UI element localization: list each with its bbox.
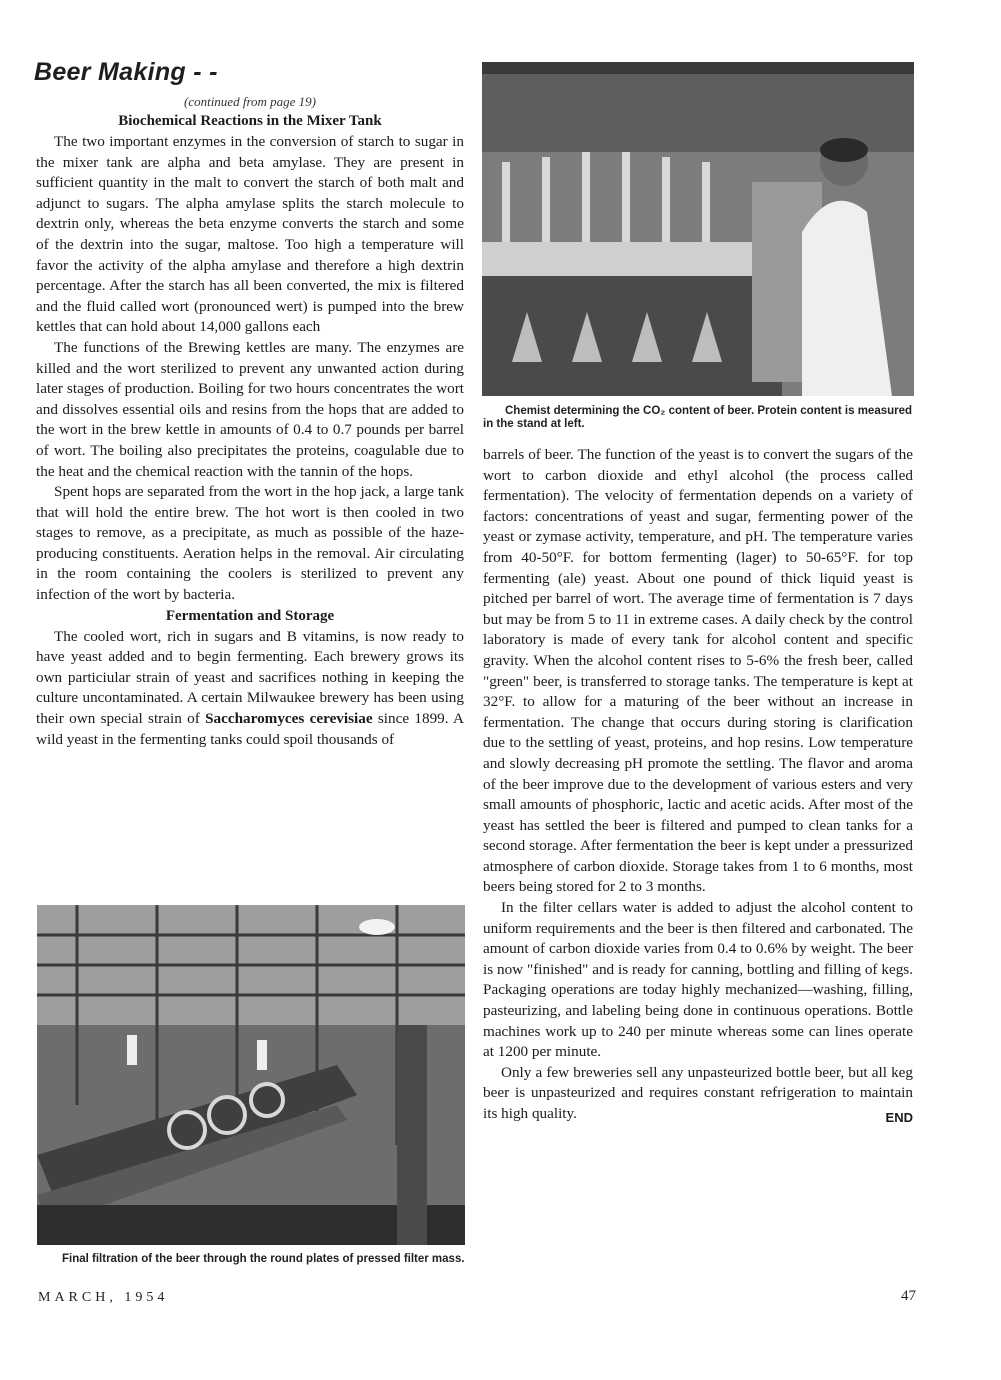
left-column (36, 111, 464, 750)
issue-date: MARCH, 1954 (38, 1290, 169, 1305)
photo-caption-bottom: Final filtration of the beer through the round plates of pressed filter mass. (62, 1253, 465, 1265)
section-heading-fermentation: Fermentation and Storage (165, 607, 335, 624)
paragraph: The two important enzymes in the conversion of starch to sugar in the mixer tank are alpha and beta amylase. They are present in sufficient quantity in the malt to convert the starch of both malt and adjunct to sugars. The alpha amylase splits the starch molecule to dextrin only, whereas the beta enzyme converts the starch and some of the dextrin into the sugar, maltose. Too high a temperature will favor the activity of the alpha amylase and therefore a high dextrin percentage. After the starch has all been converted, the mix is filtered and the fluid called wort (pronounced wert) is pumped into the brew kettles that can hold about 14,000 gallons each (36, 133, 464, 336)
paragraph (36, 627, 464, 751)
page-number: 47 (901, 1288, 916, 1304)
paragraph: Spent hops are separated from the wort in the hop jack, a large tank that will hold the entire brew. The hot wort is then cooled in two stages to remove, as a precipitate, as much as possible of the haze-producing constituents. Aeration helps in the removal. Air circulating in the room containing the coolers is sterilized to prevent any infection of the wort by bacteria. (36, 483, 464, 604)
continued-note: (continued from page 19) (183, 94, 317, 109)
paragraph: barrels of beer. The function of the yeast is to convert the sugars of the wort to carbon dioxide and ethyl alcohol (the process called fermentation). The velocity of fermentation depends on a variety of factors: concentrations of yeast and sugar, fermenting power of the yeast or zymase activity, temperature, and pH. The temperature varies from 40-50°F. for bottom fermenting (lager) to 50-65°F. for top fermenting (ale) yeast. About one pound of thick liquid yeast is pitched per barrel of wort. The average time of fermentation is 7 days but may be from 5 to 11 in extreme cases. A daily check by the control laboratory is made of every tank for alcohol content and specific gravity. When the alcohol content rises to 5-6% the fresh beer, called "green" beer, is transferred to storage tanks. The temperature is kept at 32°F. to allow for a maturing of the beer without an increase in fermentation. The change that occurs during storing is clarification due to the settling of yeast, proteins, and hop resins. Low temperature and slowly decreasing pH promote the settling. The flavor and aroma of the beer improve due to the development of various esters and very small amounts of phosphoric, lactic and acetic acids. After most of the yeast has settled the beer is filtered and pumped to clean tanks for a second storage. After fermentation the beer is kept under a pressurized atmosphere of carbon dioxide. Storage takes from 1 to 6 months, most beers being stored for 2 to 3 months. (483, 446, 913, 896)
species-name: Saccharomyces cerevisiae (205, 710, 373, 728)
right-column (483, 445, 913, 1129)
photo-chemist-lab (482, 62, 914, 396)
end-mark: END (885, 1110, 913, 1125)
paragraph (483, 1063, 913, 1125)
photo-filtration-room (37, 905, 465, 1245)
article-title: Beer Making - - (34, 58, 218, 86)
text-run: since 1899. A wild yeast in the fermenting tanks could spoil thousands of (36, 710, 465, 748)
paragraph: In the filter cellars water is added to adjust the alcohol content to uniform requirements and the beer is then filtered and carbonated. The amount of carbon dioxide varies from 0.4 to 0.6% by weight. The beer is now "finished" and is ready for canning, bottling and filling of kegs. Packaging operations are today highly mechanized—washing, filling, pasteurizing, and labeling being done in continuous operations. Bottle machines work up to 240 per minute whereas some can lines operate at 1200 per minute. (483, 899, 913, 1061)
text-run: The cooled wort, rich in sugars and B vitamins, is now ready to have yeast added and to begin fermenting. Each brewery grows its own particiular strain of yeast and sacrifices nothing in keeping the culture uncontaminated. A certain Milwaukee brewery has been using their own special strain of (36, 627, 464, 728)
section-heading-mixer: Biochemical Reactions in the Mixer Tank (118, 113, 382, 129)
photo-caption-top: Chemist determining the CO₂ content of beer. Protein content is measured in the stand at left. (483, 405, 913, 430)
text-run: Only a few breweries sell any unpasteurized bottle beer, but all keg beer is unpasteurized and requires constant refrigeration to maintain its high quality. (483, 1063, 913, 1122)
paragraph: The functions of the Brewing kettles are many. The enzymes are killed and the wort sterilized to prevent any unwanted action during later stages of production. Boiling for two hours concentrates the wort and dissolves essential oils and resins from the hops that are added to the wort in the brew kettle in amounts of 0.4 to 0.7 pounds per barrel of wort. The boiling also precipitates the proteins, coagulable due to the heat and the chemical reaction with the tannin of the hops. (36, 338, 464, 480)
